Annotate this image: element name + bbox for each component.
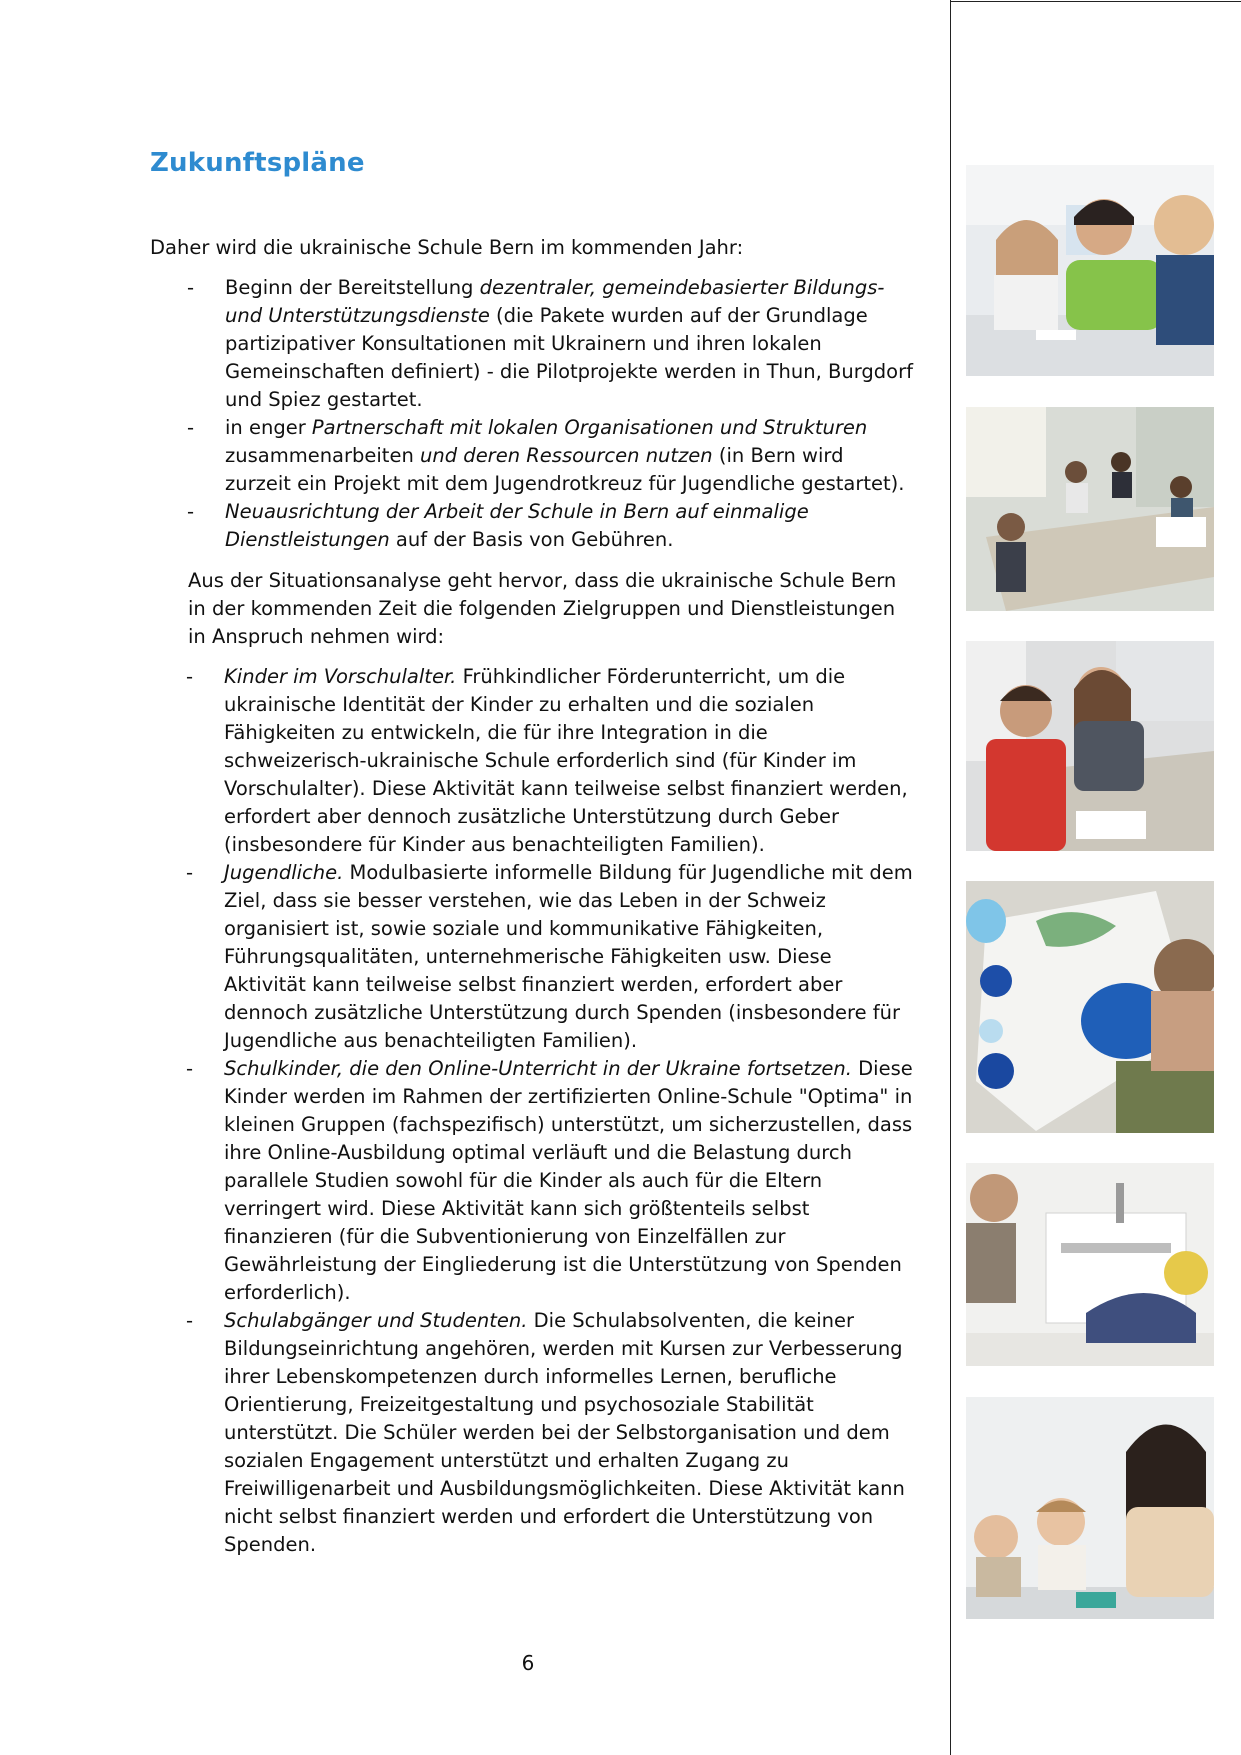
list-item: - Beginn der Bereitstellung dezentraler, gemeindebasierter Bildungs- und Unterstützungsdienste (die Pakete wurden auf der Grundlage partizipativer Konsultationen mit Ukrainern und ihren lokalen Gemeinschaften definiert) - die Pilotprojekte werden in Thun, Burgdorf und Spiez gestartet. <box>187 276 913 411</box>
list-item: - Schulabgänger und Studenten. Die Schulabsolventen, die keiner Bildungseinrichtung angehören, werden mit Kursen zur Verbesserung ihrer Lebenskompetenzen durch informelles Lernen, berufliche Orientierung, Freizeitgestaltung und psychosoziale Stabilität unterstützt. Die Schüler werden bei der Selbstorganisation und dem sozialen Engagement unterstützt und erhalten Zugang zu Freiwilligenarbeit und Ausbildungsmöglichkeiten. Diese Aktivität kann nicht selbst finanziert werden und erfordert die Unterstützung von Spenden. <box>186 1309 905 1556</box>
list-item: - Schulkinder, die den Online-Unterricht in der Ukraine fortsetzen. Diese Kinder werden im Rahmen der zertifizierten Online-Schule "Optima" in kleinen Gruppen (fachspezifisch) unterstützt, um sicherzustellen, dass ihre Online-Ausbildung optimal verläuft und die Belastung durch parallele Studien sowohl für die Kinder als auch für die Eltern verringert wird. Diese Aktivität kann sich größtenteils selbst finanzieren (für die Subventionierung von Einzelfällen zur Gewährleistung der Eingliederung ist die Unterstützung von Spenden erforderlich). <box>186 1057 913 1304</box>
page-number: 6 <box>521 1651 535 1675</box>
list-item: - Neuausrichtung der Arbeit der Schule in Bern auf einmalige Dienstleistungen auf der Basis von Gebühren. <box>187 500 809 551</box>
list-item: - Kinder im Vorschulalter. Frühkindlicher Förderunterricht, um die ukrainische Identität der Kinder zu erhalten und die sozialen Fähigkeiten zu entwickeln, die für ihre Integration in die schweizerisch-ukrainische Schule erforderlich sind (für Kinder im Vorschulalter). Diese Aktivität kann teilweise selbst finanziert werden, erfordert aber dennoch zusätzliche Unterstützung durch Geber (insbesondere für Kinder aus benachteiligten Familien). <box>186 665 908 856</box>
photo-painting-shirt <box>966 881 1214 1133</box>
list-dash: - <box>187 416 195 439</box>
target-groups-list <box>186 663 914 1559</box>
list-item: - Jugendliche. Modulbasierte informelle Bildung für Jugendliche mit dem Ziel, dass sie besser verstehen, wie das Leben in der Schweiz organisiert ist, sowie soziale und kommunikative Fähigkeiten, Führungsqualitäten, unternehmerische Fähigkeiten usw. Diese Aktivität kann teilweise selbst finanziert werden, erfordert aber dennoch zusätzliche Unterstützung durch Spenden (insbesondere für Jugendliche aus benachteiligten Familien). <box>186 861 913 1052</box>
photo-classroom-group <box>966 407 1214 611</box>
photo-child-playing <box>966 1163 1214 1366</box>
margin-divider-line <box>950 0 951 1755</box>
photo-teacher-kids <box>966 1397 1214 1619</box>
margin-top-line <box>950 1 1241 2</box>
list-item: - in enger Partnerschaft mit lokalen Organisationen und Strukturen zusammenarbeiten und deren Ressourcen nutzen (in Bern wird zurzeit ein Projekt mit dem Jugendrotkreuz für Jugendliche gestartet). <box>187 416 905 495</box>
list-dash: - <box>186 665 194 688</box>
photo-children-at-table <box>966 165 1214 376</box>
intro-text: Daher wird die ukrainische Schule Bern im kommenden Jahr: <box>150 236 744 259</box>
plans-list <box>187 274 915 554</box>
situation-paragraph: Aus der Situationsanalyse geht hervor, dass die ukrainische Schule Bern in der kommenden Zeit die folgenden Zielgruppen und Dienstleistungen in Anspruch nehmen wird: <box>188 569 897 648</box>
list-dash: - <box>186 1309 194 1332</box>
list-dash: - <box>186 861 194 884</box>
page-heading: Zukunftspläne <box>150 148 365 178</box>
list-dash: - <box>187 500 195 523</box>
list-dash: - <box>186 1057 194 1080</box>
list-dash: - <box>187 276 195 299</box>
photo-teens-drawing <box>966 641 1214 851</box>
